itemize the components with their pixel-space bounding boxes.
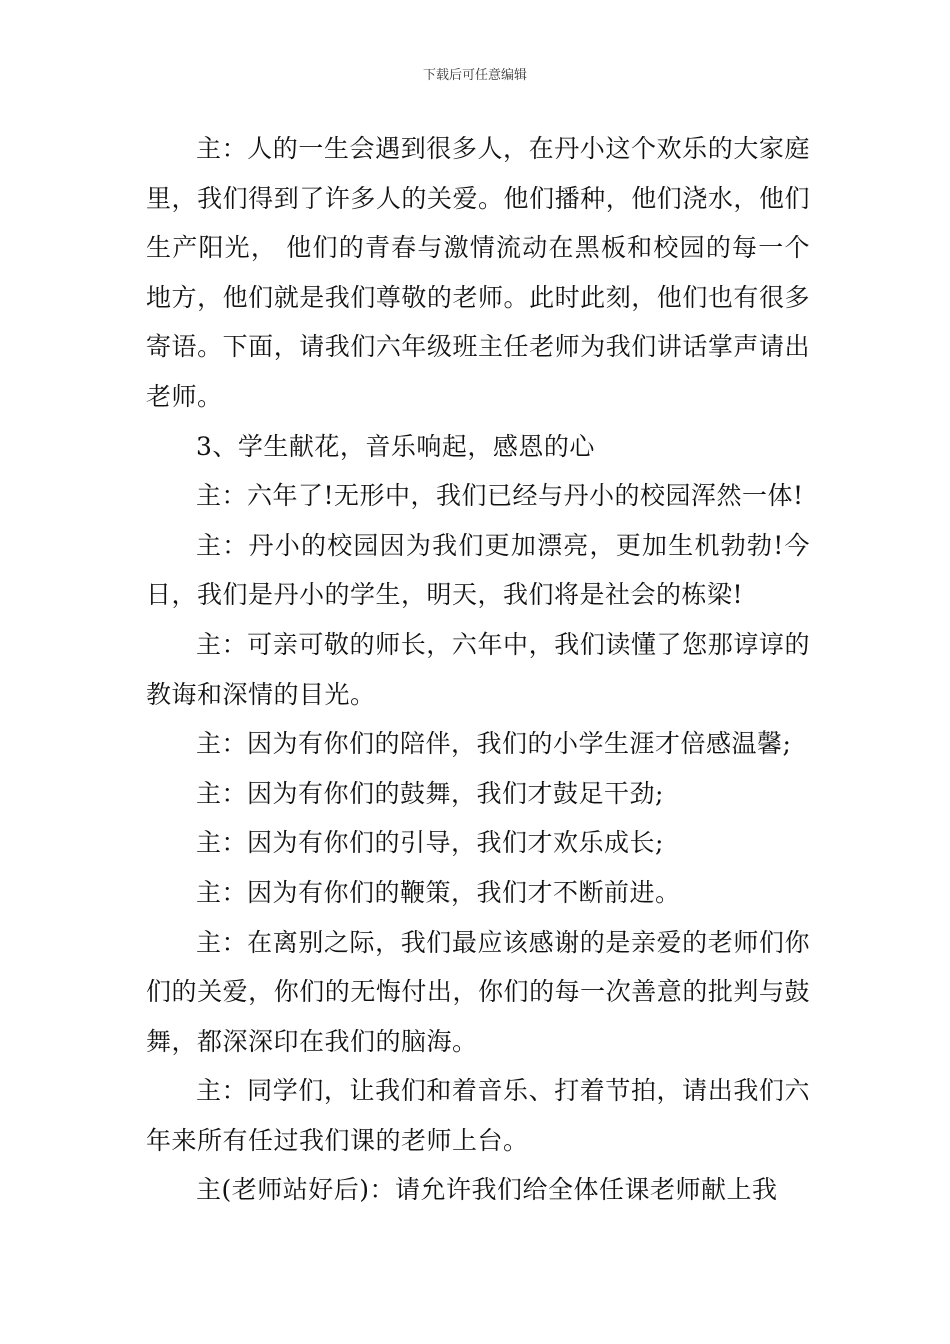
paragraph: 主(老师站好后)：请允许我们给全体任课老师献上我 — [196, 1175, 778, 1205]
paragraph: 主：丹小的校园因为我们更加漂亮，更加生机勃勃!今日，我们是丹小的学生，明天，我们将是社会的栋梁! — [146, 530, 810, 610]
paragraph: 主：在离别之际，我们最应该感谢的是亲爱的老师们你们的关爱，你们的无悔付出，你们的每一次善意的批判与鼓舞，都深深印在我们的脑海。 — [146, 927, 810, 1056]
paragraph: 主：人的一生会遇到很多人，在丹小这个欢乐的大家庭里，我们得到了许多人的关爱。他们播种，他们浇水，他们生产阳光， 他们的青春与激情流动在黑板和校园的每一个地方，他们就是我们尊敬的老师。此时此刻，他们也有很多寄语。下面，请我们六年级班主任老师为我们讲话掌声请出老师。 — [146, 134, 810, 411]
paragraph: 主：因为有你们的鼓舞，我们才鼓足干劲; — [196, 778, 664, 808]
paragraph: 主：六年了!无形中，我们已经与丹小的校园浑然一体! — [196, 481, 804, 511]
paragraph: 主：可亲可敬的师长，六年中，我们读懂了您那谆谆的教诲和深情的目光。 — [146, 629, 810, 709]
paragraph: 主：因为有你们的鞭策，我们才不断前进。 — [196, 877, 681, 907]
paragraph: 3、学生献花，音乐响起，感恩的心 — [196, 431, 595, 461]
paragraph: 主：因为有你们的陪伴，我们的小学生涯才倍感温馨; — [196, 729, 792, 759]
page-header-note: 下载后可任意编辑 — [422, 68, 527, 83]
paragraph: 主：因为有你们的引导，我们才欢乐成长; — [196, 828, 664, 858]
paragraph: 主：同学们，让我们和着音乐、打着节拍，请出我们六年来所有任过我们课的老师上台。 — [146, 1076, 810, 1155]
document-body — [146, 124, 810, 1215]
